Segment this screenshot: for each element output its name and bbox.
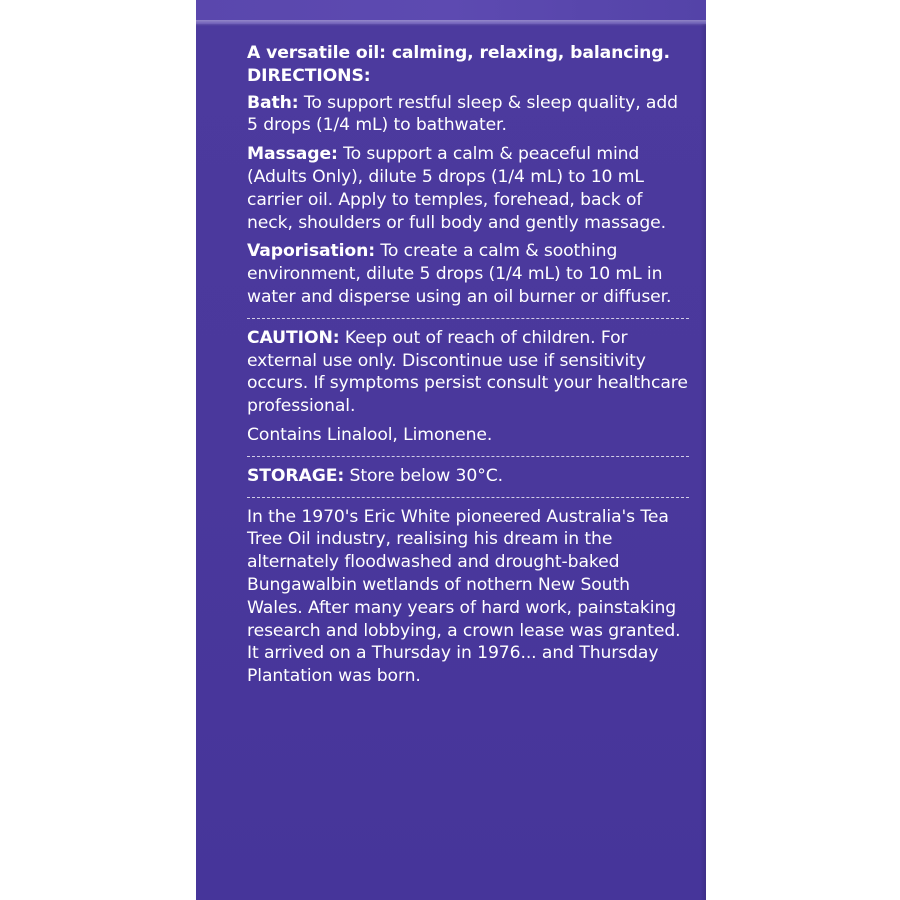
vaporisation-label: Vaporisation:: [247, 241, 375, 262]
bath-label: Bath:: [247, 92, 299, 113]
caution-label: CAUTION:: [247, 327, 340, 348]
dashed-divider: [247, 456, 689, 457]
product-box-back-panel: [196, 0, 706, 900]
box-right-edge: [700, 24, 706, 900]
storage-text: Store below 30°C.: [344, 465, 503, 486]
storage-label: STORAGE:: [247, 465, 345, 486]
storage-text-block: [247, 465, 689, 488]
contains-ingredients: Contains Linalool, Limonene.: [247, 424, 493, 445]
massage-text: To support a calm & peaceful mind (Adults Only), dilute 5 drops (1/4 mL) to 10 mL carrier oil. Apply to temples, forehead, back of neck, shoulders or full body and gently massage.: [247, 144, 666, 233]
caution-text: Keep out of reach of children. For external use only. Discontinue use if sensitivity occurs. If symptoms persist consult your healthcare professional.: [247, 327, 688, 417]
bath-text: To support restful sleep & sleep quality, add 5 drops (1/4 mL) to bathwater.: [247, 92, 678, 136]
brand-story: In the 1970's Eric White pioneered Australia's Tea Tree Oil industry, realising his dream in the alternately floodwashed and drought-baked Bungawalbin wetlands of nothern New South Wales. After many years of hard work, painstaking research and lobbying, a crown lease was granted. It arrived on a Thursday in 1976... and Thursday Plantation was born.: [247, 506, 681, 687]
caution-text-block: [247, 327, 689, 418]
vaporisation-directions: [247, 240, 689, 308]
dashed-divider: [247, 318, 689, 319]
headline: A versatile oil: calming, relaxing, balancing.: [247, 43, 670, 63]
box-flap-edge: [196, 20, 706, 26]
directions-heading: DIRECTIONS:: [247, 65, 371, 86]
label-text-block: [247, 42, 689, 688]
dashed-divider: [247, 497, 689, 498]
massage-label: Massage:: [247, 144, 338, 165]
bath-directions: [247, 92, 689, 138]
vaporisation-text: To create a calm & soothing environment, dilute 5 drops (1/4 mL) to 10 mL in water and disperse using an oil burner or diffuser.: [247, 241, 672, 307]
massage-directions: [247, 143, 689, 234]
